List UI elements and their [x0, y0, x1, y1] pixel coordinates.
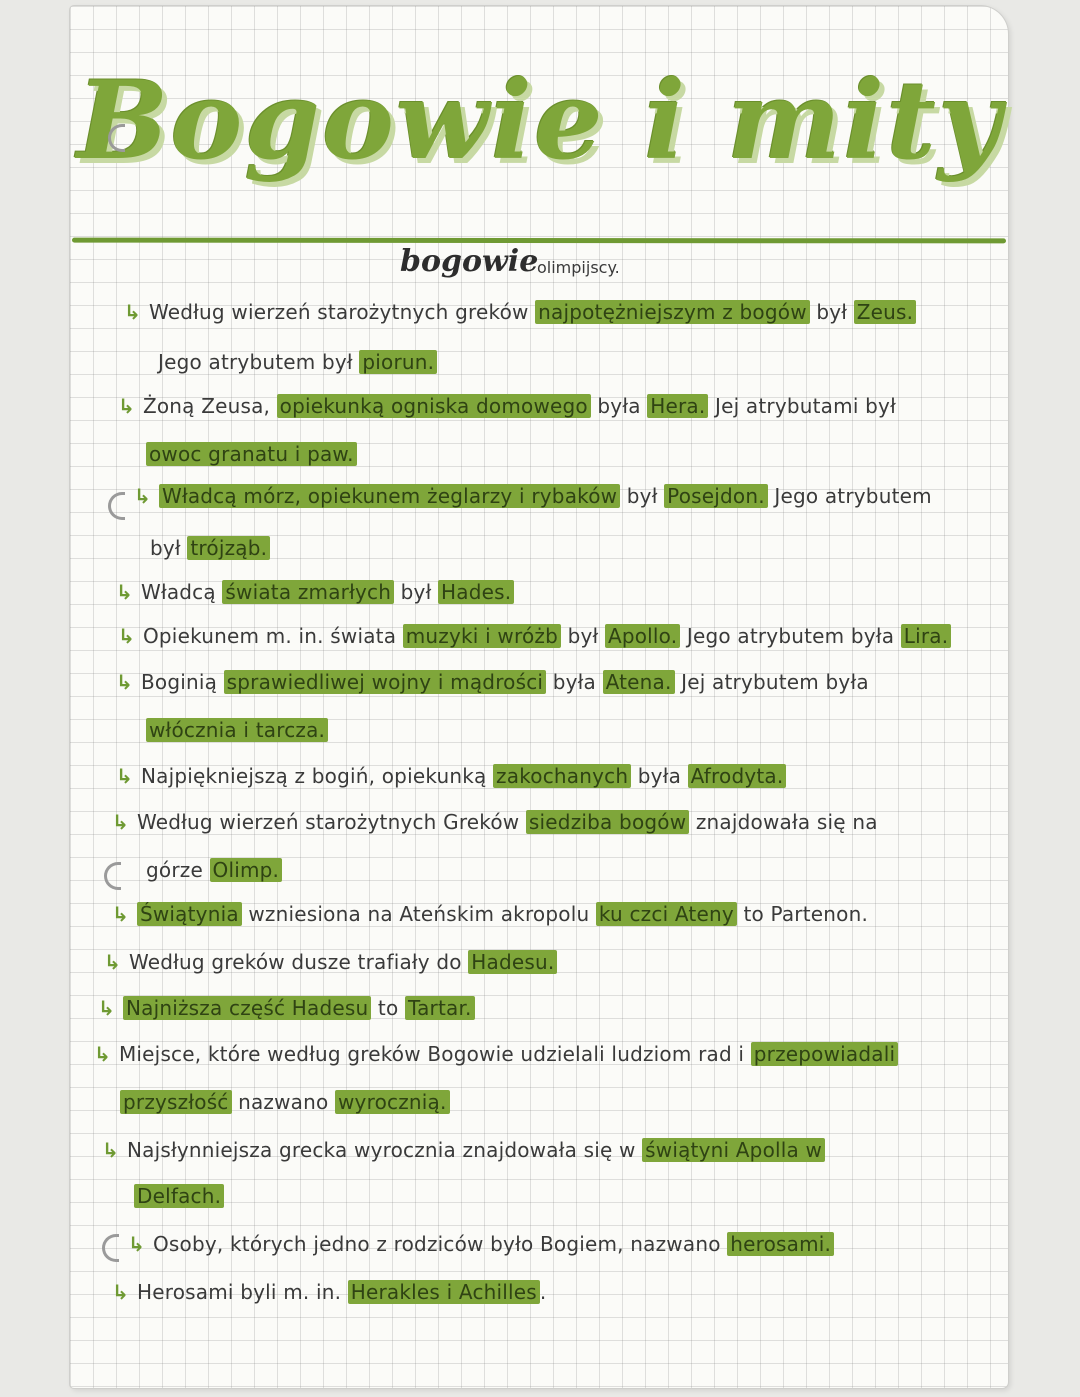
note-line-11: ↳ Najpiękniejszą z bogiń, opiekunką zakochanych była Afrodyta. — [116, 764, 786, 788]
note-line-2: Jego atrybutem był piorun. — [158, 350, 437, 374]
note-line-7: ↳ Władcą świata zmarłych był Hades. — [116, 580, 514, 604]
note-line-14: ↳ Świątynia wzniesiona na Ateńskim akropolu ku czci Ateny to Partenon. — [112, 902, 869, 926]
arrow-icon: ↳ — [128, 1232, 145, 1256]
arrow-icon: ↳ — [94, 1042, 111, 1066]
note-line-15: ↳ Według greków dusze trafiały do Hadesu. — [104, 950, 557, 974]
section-heading-suffix: olimpijscy. — [537, 258, 620, 277]
note-line-12: ↳ Według wierzeń starożytnych Greków siedziba bogów znajdowała się na — [112, 810, 878, 834]
arrow-icon: ↳ — [124, 300, 141, 324]
arrow-icon: ↳ — [112, 810, 129, 834]
note-line-20: Delfach. — [134, 1184, 224, 1208]
notebook-page — [70, 6, 1008, 1388]
note-line-8: ↳ Opiekunem m. in. świata muzyki i wróżb był Apollo. Jego atrybutem była Lira. — [118, 624, 951, 648]
note-line-13: górze Olimp. — [146, 858, 282, 882]
arrow-icon: ↳ — [98, 996, 115, 1020]
note-line-9: ↳ Boginią sprawiedliwej wojny i mądrości była Atena. Jej atrybutem była — [116, 670, 869, 694]
arrow-icon: ↳ — [112, 1280, 129, 1304]
arrow-icon: ↳ — [116, 670, 133, 694]
arrow-icon: ↳ — [112, 902, 129, 926]
title-divider — [72, 238, 1006, 244]
note-line-1: ↳ Według wierzeń starożytnych greków najpotężniejszym z bogów był Zeus. — [124, 300, 916, 324]
page-title: Bogowie i mity — [77, 58, 1003, 184]
note-line-18: przyszłość nazwano wyrocznią. — [120, 1090, 450, 1114]
note-line-22: ↳ Herosami byli m. in. Herakles i Achilles . — [112, 1280, 547, 1304]
arrow-icon: ↳ — [116, 764, 133, 788]
arrow-icon: ↳ — [134, 484, 151, 508]
arrow-icon: ↳ — [118, 624, 135, 648]
note-line-5: ↳ Władcą mórz, opiekunem żeglarzy i rybaków był Posejdon. Jego atrybutem — [134, 484, 932, 508]
note-line-10: włócznia i tarcza. — [146, 718, 328, 742]
note-line-3: ↳ Żoną Zeusa, opiekunką ogniska domowego była Hera. Jej atrybutami był — [118, 394, 896, 418]
note-line-6: był trójząb. — [150, 536, 270, 560]
section-heading: bogowie — [400, 244, 539, 279]
note-line-16: ↳ Najniższa część Hadesu to Tartar. — [98, 996, 475, 1020]
note-line-19: ↳ Najsłynniejsza grecka wyrocznia znajdowała się w świątyni Apolla w — [102, 1138, 825, 1162]
arrow-icon: ↳ — [118, 394, 135, 418]
arrow-icon: ↳ — [102, 1138, 119, 1162]
arrow-icon: ↳ — [104, 950, 121, 974]
arrow-icon: ↳ — [116, 580, 133, 604]
note-line-17: ↳ Miejsce, które według greków Bogowie udzielali ludziom rad i przepowiadali — [94, 1042, 898, 1066]
note-line-4: owoc granatu i paw. — [146, 442, 357, 466]
note-line-21: ↳ Osoby, których jedno z rodziców było Bogiem, nazwano herosami. — [128, 1232, 834, 1256]
